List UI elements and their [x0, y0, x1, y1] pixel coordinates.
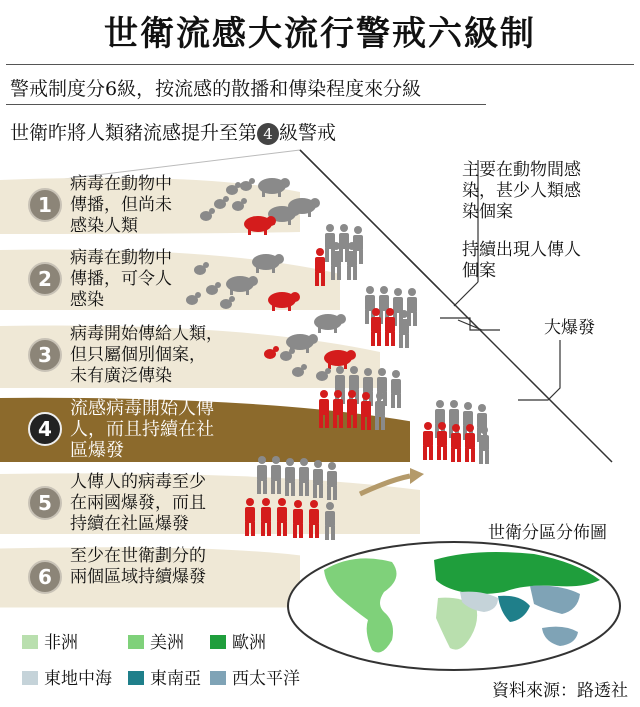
people-stage-5 [245, 456, 337, 540]
legend-africa: 非洲 [22, 628, 78, 653]
phase-label-human: 持續出現人傳人 個案 [462, 240, 581, 281]
subtitle: 警戒制度分6級，按流感的散播和傳染程度來分級 [10, 78, 422, 100]
who-region-map [284, 540, 624, 672]
source-credit: 資料來源：路透社 [492, 681, 628, 701]
legend-western-pacific: 西太平洋 [210, 664, 300, 689]
stage-description: 至少在世衛劃分的 兩個區域持續爆發 [70, 546, 206, 587]
legend-east-mediterranean: 東地中海 [22, 664, 112, 689]
stage-description: 病毒在動物中 傳播，但尚未 感染人類 [70, 174, 172, 236]
people-stage-3 [365, 286, 417, 348]
legend-swatch [128, 635, 144, 649]
stage-number: 2 [28, 262, 62, 296]
animals-stage-2 [186, 254, 300, 311]
people-stage-2 [315, 224, 363, 286]
legend-swatch [210, 635, 226, 649]
legend-swatch [128, 671, 144, 685]
stage-description: 人傳人的病毒至少 在兩國爆發，而且 持續在社區爆發 [70, 472, 206, 534]
legend-southeast-asia: 東南亞 [128, 664, 201, 689]
note-before: 世衛昨將人類豬流感提升至第 [10, 122, 258, 144]
legend-swatch [210, 671, 226, 685]
stage-description: 病毒開始傳給人類， 但只屬個別個案， 未有廣泛傳染 [70, 324, 223, 386]
level-badge: 4 [257, 123, 279, 145]
stage-number: 5 [28, 486, 62, 520]
spread-arrow [360, 476, 410, 494]
phase-label-animal: 主要在動物間感 染，甚少人類感 染個案 [462, 160, 581, 222]
stage-number: 3 [28, 338, 62, 372]
people-stage-4 [319, 366, 401, 430]
spread-arrow-head [410, 468, 424, 484]
stage-description: 流感病毒開始人傳 人，而且持續在社 區爆發 [70, 398, 214, 461]
map-title: 世衛分區分佈圖 [488, 523, 607, 543]
legend-europe: 歐洲 [210, 628, 266, 653]
phase-label-pandemic: 大爆發 [544, 318, 595, 338]
note-after: 級警戒 [279, 122, 337, 144]
stage-description: 病毒在動物中 傳播，可令人 感染 [70, 248, 172, 310]
animals-stage-1 [200, 178, 320, 235]
legend-swatch [22, 635, 38, 649]
stage-number: 6 [28, 560, 62, 594]
people-stage-4b [423, 400, 489, 464]
page-title: 世衛流感大流行警戒六級制 [104, 14, 536, 54]
stage-number: 1 [28, 188, 62, 222]
legend-americas: 美洲 [128, 628, 184, 653]
legend-swatch [22, 671, 38, 685]
stage-number: 4 [28, 412, 62, 446]
